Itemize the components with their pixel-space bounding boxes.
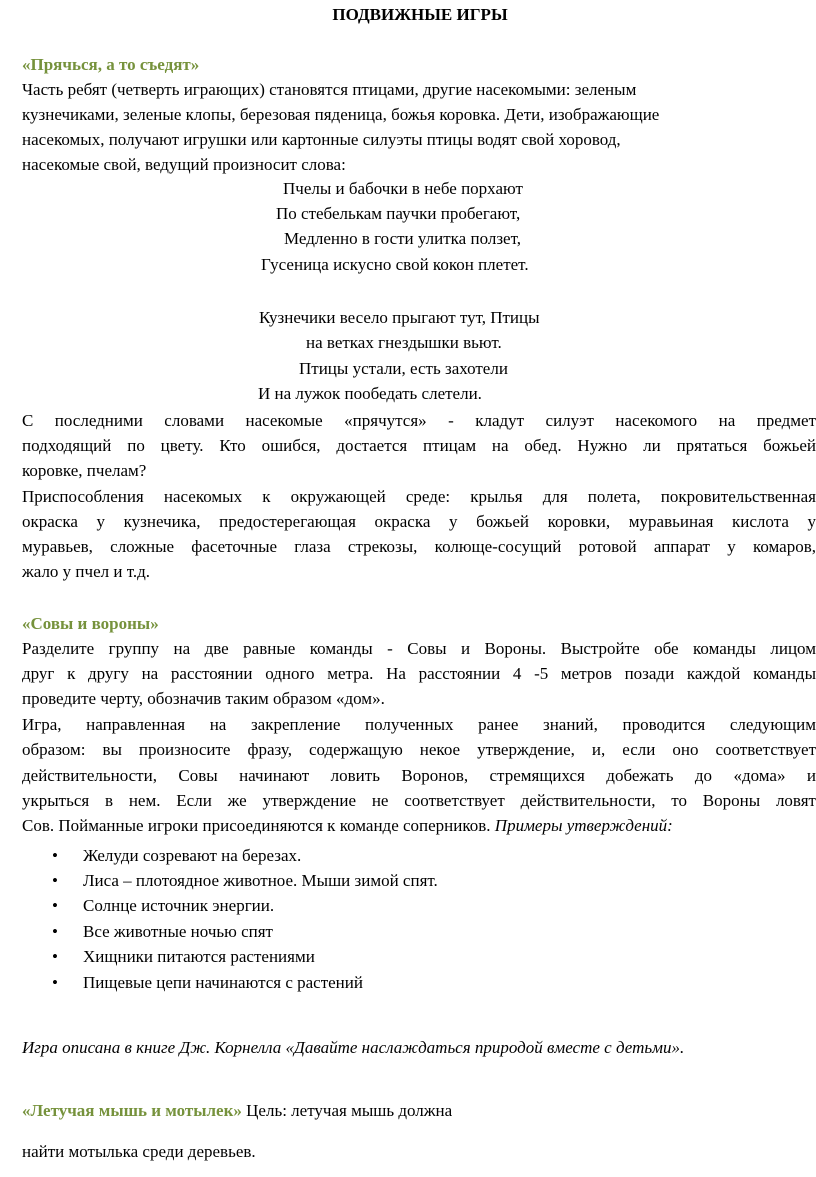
bullet-icon: • <box>52 922 58 941</box>
list-item-text: Лиса – плотоядное животное. Мыши зимой спят. <box>83 871 438 890</box>
verse-line: на ветках гнездышки вьют. <box>306 333 502 352</box>
paragraph-line: коровке, пчелам? <box>22 461 147 480</box>
section-heading-owls-crows: «Совы и вороны» <box>22 614 159 633</box>
bullet-icon: • <box>52 896 58 915</box>
list-item-text: Пищевые цепи начинаются с растений <box>83 973 363 992</box>
verse-line: Гусеница искусно свой кокон плетет. <box>261 255 529 274</box>
bullet-icon: • <box>52 871 58 890</box>
bullet-icon: • <box>52 947 58 966</box>
paragraph-line: подходящий по цвету. Кто ошибся, достается птицам на обед. Нужно ли прятаться божьей <box>22 436 816 455</box>
list-item <box>52 946 315 968</box>
paragraph-line: действительности, Совы начинают ловить Воронов, стремящихся добежать до «дома» и <box>22 766 816 785</box>
list-item <box>52 972 363 994</box>
paragraph-line: Приспособления насекомых к окружающей среде: крылья для полета, покровительственная <box>22 487 816 506</box>
paragraph-line: Игра, направленная на закрепление полученных ранее знаний, проводится следующим <box>22 715 816 734</box>
list-item <box>52 895 274 917</box>
paragraph-line: образом: вы произносите фразу, содержащую некое утверждение, и, если оно соответствует <box>22 740 816 759</box>
section-heading-bat-moth: «Летучая мышь и мотылек» <box>22 1101 242 1120</box>
list-item <box>52 870 438 892</box>
paragraph-line: Разделите группу на две равные команды - Совы и Вороны. Выстройте обе команды лицом <box>22 639 816 658</box>
paragraph-line: насекомых, получают игрушки или картонные силуэты птицы водят свой хоровод, <box>22 130 621 149</box>
paragraph-line: найти мотылька среди деревьев. <box>22 1142 256 1161</box>
paragraph-line: друг к другу на расстоянии одного метра. На расстоянии 4 -5 метров позади каждой команды <box>22 664 816 683</box>
paragraph-line: окраска у кузнечика, предостерегающая окраска у божьей коровки, муравьиная кислота у <box>22 512 816 531</box>
page-title: ПОДВИЖНЫЕ ИГРЫ <box>332 5 508 24</box>
bullet-icon: • <box>52 973 58 992</box>
list-item <box>52 845 301 867</box>
verse-line: Пчелы и бабочки в небе порхают <box>283 179 523 198</box>
section3-line <box>22 1100 452 1122</box>
examples-label: Примеры утверждений: <box>494 816 673 835</box>
list-item-text: Все животные ночью спят <box>83 922 273 941</box>
verse-line: И на лужок пообедать слетели. <box>258 384 482 403</box>
list-item-text: Солнце источник энергии. <box>83 896 275 915</box>
paragraph-line-last <box>22 815 673 837</box>
section-heading-hide-game: «Прячься, а то съедят» <box>22 55 200 74</box>
paragraph-line: Часть ребят (четверть играющих) становятся птицами, другие насекомыми: зеленым <box>22 80 637 99</box>
verse-line: Кузнечики весело прыгают тут, Птицы <box>259 308 540 327</box>
paragraph-line: кузнечиками, зеленые клопы, березовая пяденица, божья коровка. Дети, изображающие <box>22 105 660 124</box>
paragraph-line: жало у пчел и т.д. <box>22 562 150 581</box>
paragraph-line: укрыться в нем. Если же утверждение не соответствует действительности, то Вороны ловят <box>22 791 816 810</box>
paragraph-line: насекомые свой, ведущий произносит слова: <box>22 155 346 174</box>
paragraph-text: Сов. Пойманные игроки присоединяются к команде соперников. <box>22 816 495 835</box>
paragraph-line: муравьев, сложные фасеточные глаза стрекозы, колюще-сосущий ротовой аппарат у комаров, <box>22 537 816 556</box>
list-item <box>52 921 273 943</box>
verse-line: Медленно в гости улитка ползет, <box>284 229 521 248</box>
section3-goal-text: Цель: летучая мышь должна <box>241 1101 453 1120</box>
paragraph-line: проведите черту, обозначив таким образом «дом». <box>22 689 385 708</box>
bullet-icon: • <box>52 846 58 865</box>
list-item-text: Хищники питаются растениями <box>83 947 315 966</box>
verse-line: По стебелькам паучки пробегают, <box>276 204 521 223</box>
paragraph-line: С последними словами насекомые «прячутся» - кладут силуэт насекомого на предмет <box>22 411 816 430</box>
source-note: Игра описана в книге Дж. Корнелла «Давайте наслаждаться природой вместе с детьми». <box>22 1038 685 1057</box>
list-item-text: Желуди созревают на березах. <box>83 846 302 865</box>
verse-line: Птицы устали, есть захотели <box>299 359 508 378</box>
